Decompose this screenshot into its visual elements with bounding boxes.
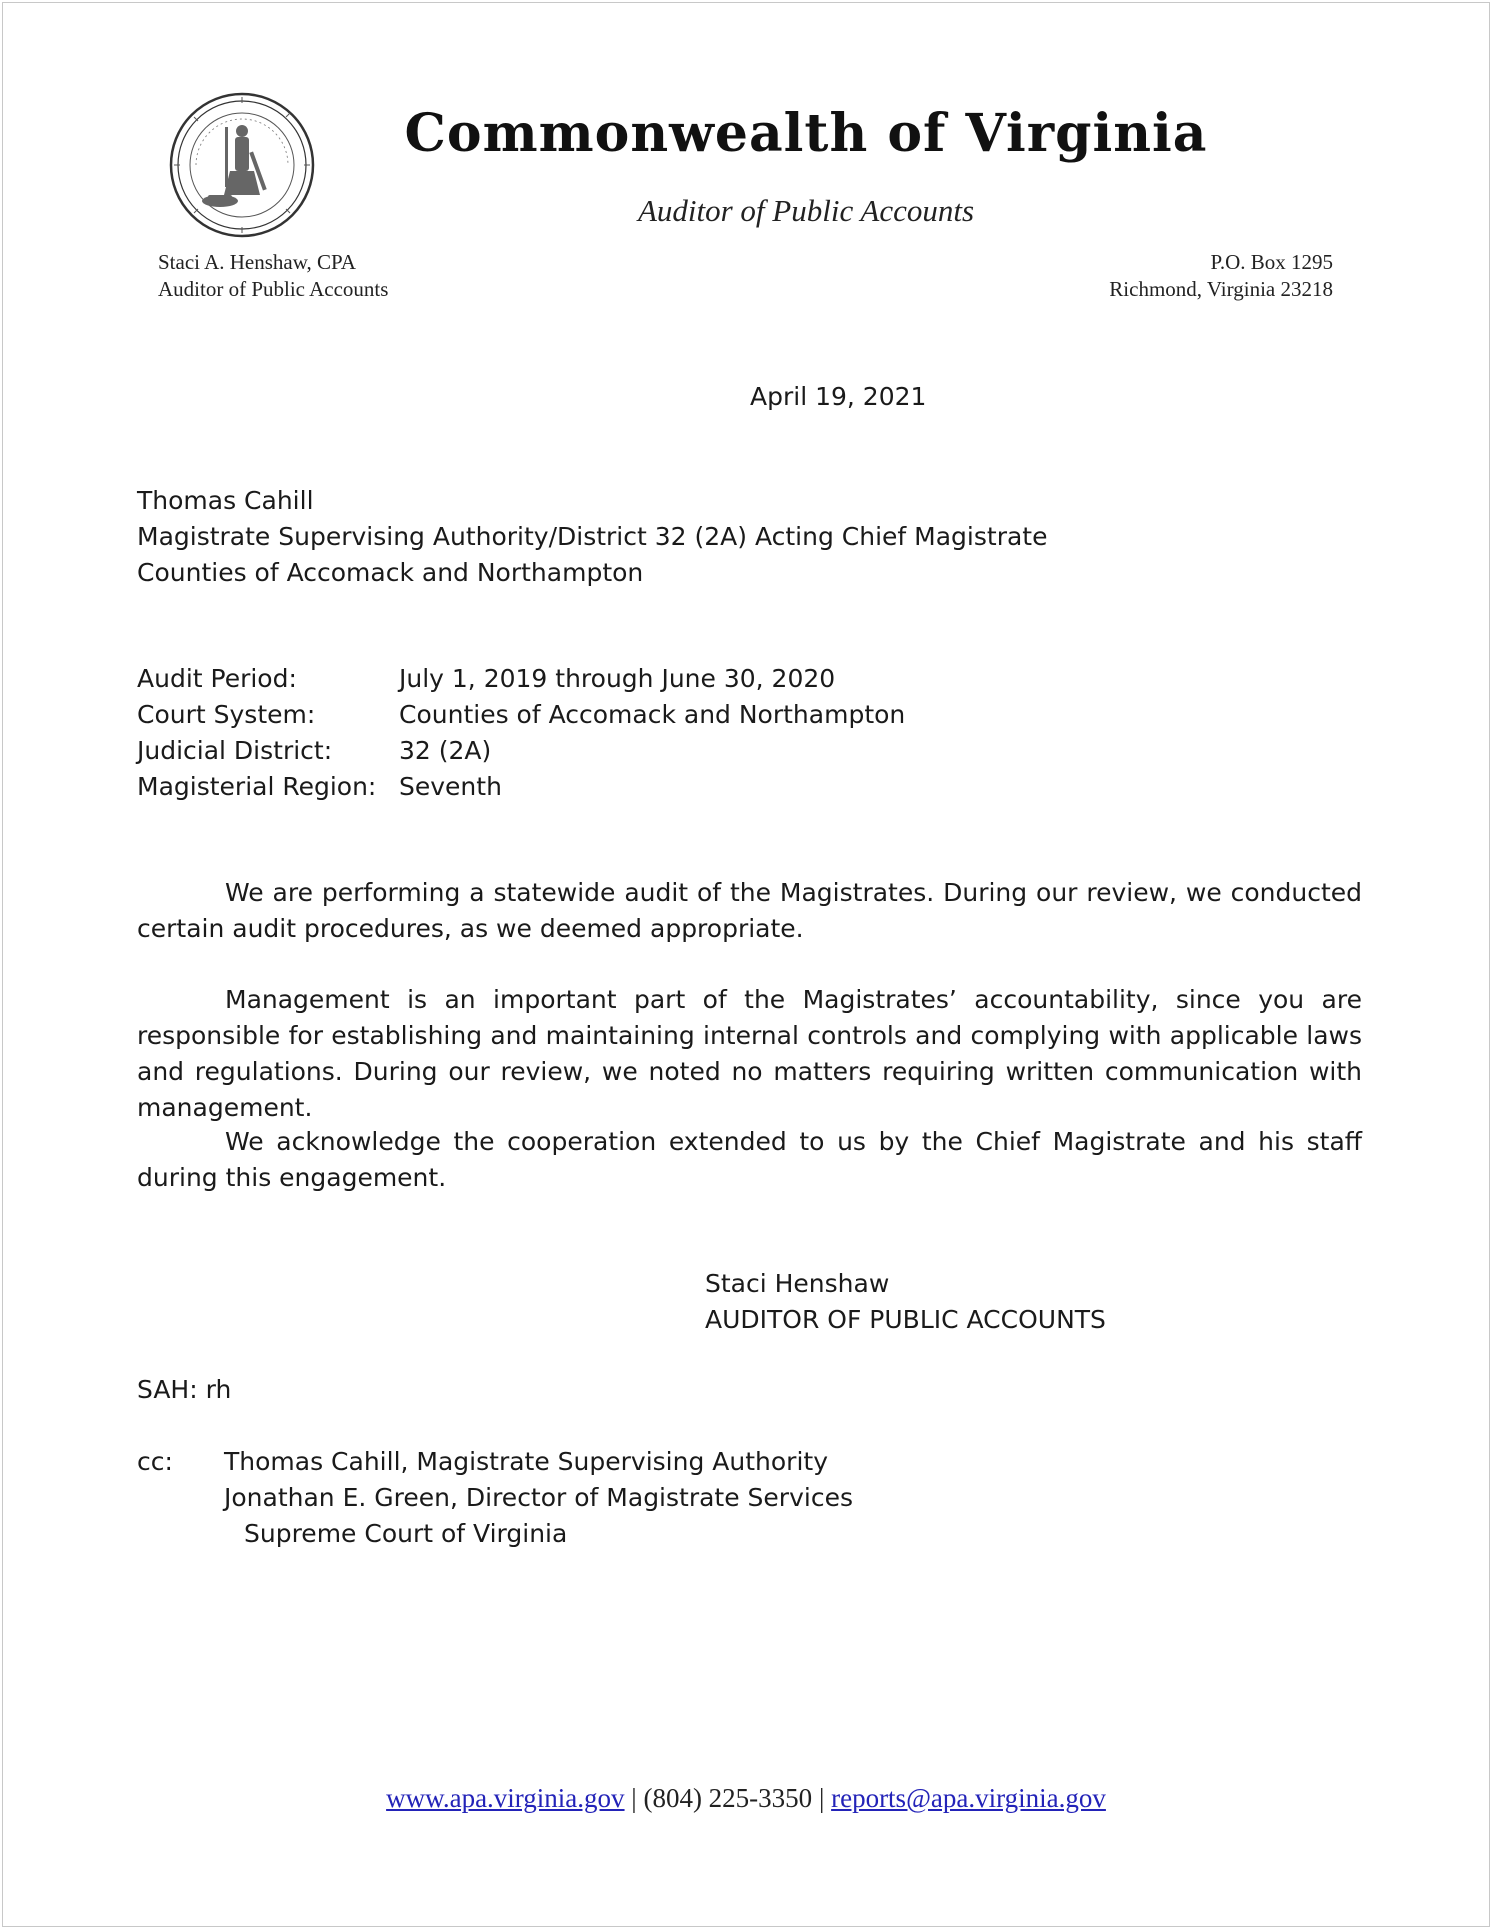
cc-block [137, 1444, 853, 1552]
audit-info-value: Counties of Accomack and Northampton [399, 700, 906, 729]
cc-line: Thomas Cahill, Magistrate Supervising Authority [224, 1447, 828, 1476]
recipient-location: Counties of Accomack and Northampton [137, 558, 644, 587]
audit-info-row [137, 733, 905, 769]
paragraph-text: Management is an important part of the Magistrates’ accountability, since you are responsible for establishing and maintaining internal controls and complying with applicable laws and regulations. During our review, we noted no matters requiring written communication with management. [137, 985, 1362, 1122]
audit-info-row [137, 661, 905, 697]
audit-info-row [137, 769, 905, 805]
letter-date: April 19, 2021 [750, 382, 927, 411]
recipient-title: Magistrate Supervising Authority/District 32 (2A) Acting Chief Magistrate [137, 522, 1048, 551]
body-paragraph [137, 982, 1362, 1126]
paragraph-text: We acknowledge the cooperation extended to us by the Chief Magistrate and his staff during this engagement. [137, 1127, 1362, 1192]
audit-info-table [137, 661, 905, 805]
letter-page [2, 2, 1490, 1927]
reference-initials: SAH: rh [137, 1375, 232, 1404]
footer [3, 1783, 1489, 1814]
address-line-2: Richmond, Virginia 23218 [1109, 277, 1333, 301]
paragraph-text: We are performing a statewide audit of the Magistrates. During our review, we conducted certain audit procedures, as we deemed appropriate. [137, 878, 1362, 943]
recipient-block [137, 483, 1047, 591]
cc-list [224, 1444, 853, 1552]
address-line-1: P.O. Box 1295 [1210, 250, 1333, 274]
sender-title: Auditor of Public Accounts [158, 277, 389, 301]
sender-name: Staci A. Henshaw, CPA [158, 250, 356, 274]
signature-title: AUDITOR OF PUBLIC ACCOUNTS [705, 1305, 1106, 1334]
letterhead-subtitle: Auditor of Public Accounts [637, 193, 975, 228]
footer-separator: | [818, 1783, 825, 1813]
signature-name: Staci Henshaw [705, 1269, 890, 1298]
audit-info-label: Audit Period: [137, 664, 297, 693]
cc-label: cc: [137, 1447, 173, 1476]
cc-line: Jonathan E. Green, Director of Magistrate Services [224, 1483, 853, 1512]
email-link[interactable]: reports@apa.virginia.gov [831, 1783, 1106, 1813]
audit-info-value: 32 (2A) [399, 736, 492, 765]
body-paragraph [137, 1124, 1362, 1196]
audit-info-label: Court System: [137, 700, 316, 729]
audit-info-label: Judicial District: [137, 736, 333, 765]
cc-line: Supreme Court of Virginia [244, 1519, 568, 1548]
mailing-address [1109, 249, 1333, 303]
audit-info-label: Magisterial Region: [137, 772, 377, 801]
website-link[interactable]: www.apa.virginia.gov [386, 1783, 625, 1813]
audit-info-row [137, 697, 905, 733]
phone-number: (804) 225-3350 [643, 1783, 813, 1813]
sender-block [158, 249, 388, 303]
signature-block [705, 1266, 1106, 1338]
audit-info-value: July 1, 2019 through June 30, 2020 [399, 664, 836, 693]
recipient-name: Thomas Cahill [137, 486, 314, 515]
letterhead-title: Commonwealth of Virginia [404, 103, 1208, 164]
footer-separator: | [631, 1783, 637, 1813]
audit-info-value: Seventh [399, 772, 502, 801]
body-paragraph [137, 875, 1362, 947]
